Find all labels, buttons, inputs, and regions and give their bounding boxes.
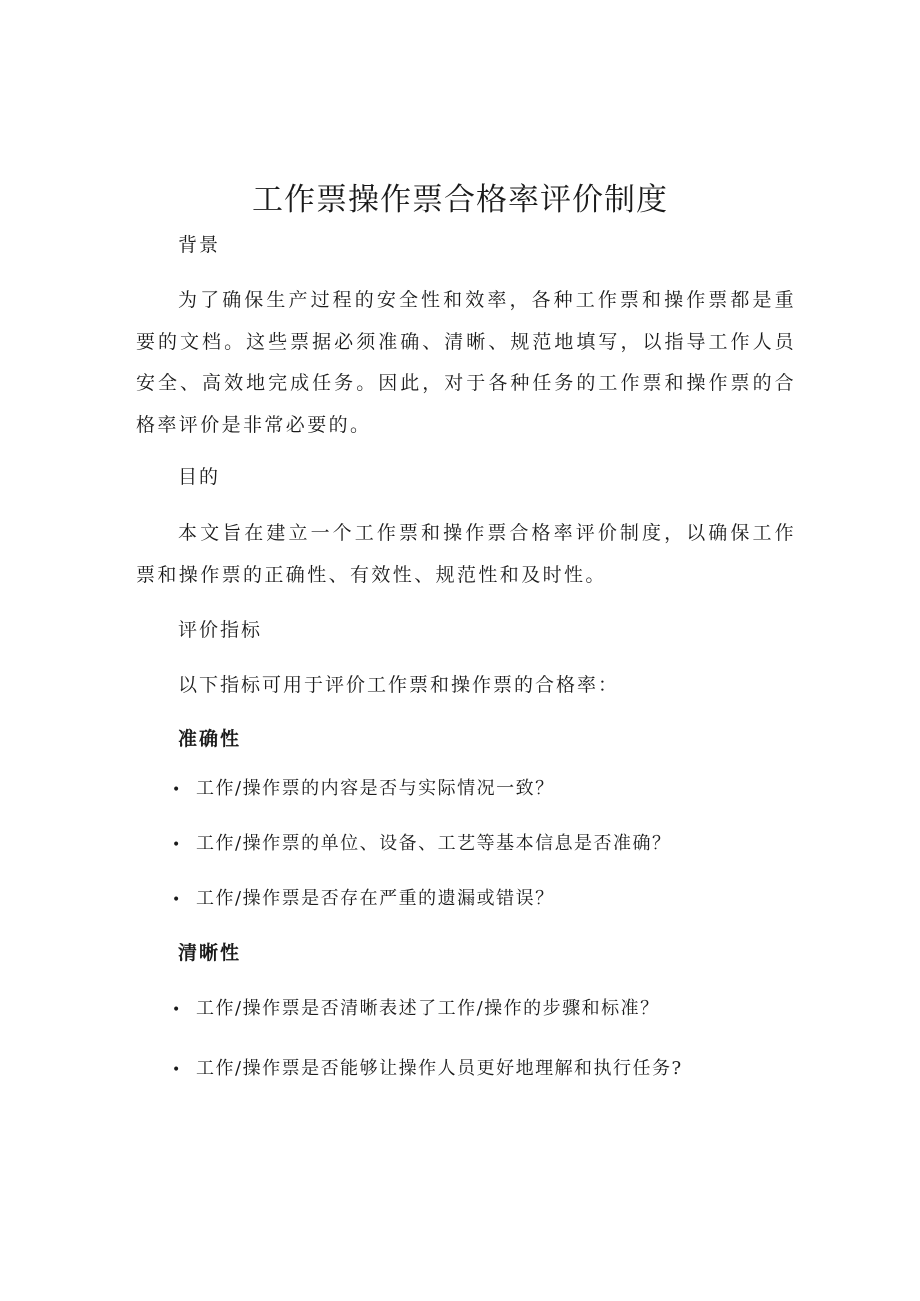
list-item-text: 工作/操作票的单位、设备、工艺等基本信息是否准确？: [196, 833, 672, 854]
list-item: [172, 995, 660, 1024]
bullet-icon: •: [172, 1002, 182, 1018]
background-paragraph: 为了确保生产过程的安全性和效率，各种工作票和操作票都是重要的文档。这些票据必须准确、清晰、规范地填写，以指导工作人员安全、高效地完成任务。因此，对于各种任务的工作票和操作票的合格率评价是非常必要的。: [136, 289, 796, 436]
bullet-icon: •: [172, 1062, 182, 1078]
document-title: 工作票操作票合格率评价制度: [252, 182, 668, 218]
section-heading-accuracy: 准确性: [178, 728, 242, 750]
indicators-intro: 以下指标可用于评价工作票和操作票的合格率：: [178, 674, 620, 696]
bullet-icon: •: [172, 892, 182, 908]
list-item: [172, 885, 555, 914]
section-heading-indicators: 评价指标: [178, 619, 263, 641]
bullet-icon: •: [172, 837, 182, 853]
section-heading-clarity: 清晰性: [178, 942, 242, 964]
section-heading-background: 背景: [178, 234, 221, 256]
bullet-icon: •: [172, 782, 182, 798]
list-item-text: 工作/操作票的内容是否与实际情况一致？: [196, 778, 555, 799]
section-heading-purpose: 目的: [178, 466, 221, 488]
list-item-text: 工作/操作票是否存在严重的遗漏或错误？: [196, 888, 555, 909]
list-item-text: 工作/操作票是否能够让操作人员更好地理解和执行任务?: [196, 1058, 683, 1079]
list-item: [172, 775, 555, 804]
purpose-paragraph: 本文旨在建立一个工作票和操作票合格率评价制度，以确保工作票和操作票的正确性、有效性、规范性和及时性。: [136, 522, 796, 586]
list-item: [172, 1055, 683, 1084]
list-item: [172, 830, 672, 859]
list-item-text: 工作/操作票是否清晰表述了工作/操作的步骤和标准？: [196, 998, 660, 1019]
